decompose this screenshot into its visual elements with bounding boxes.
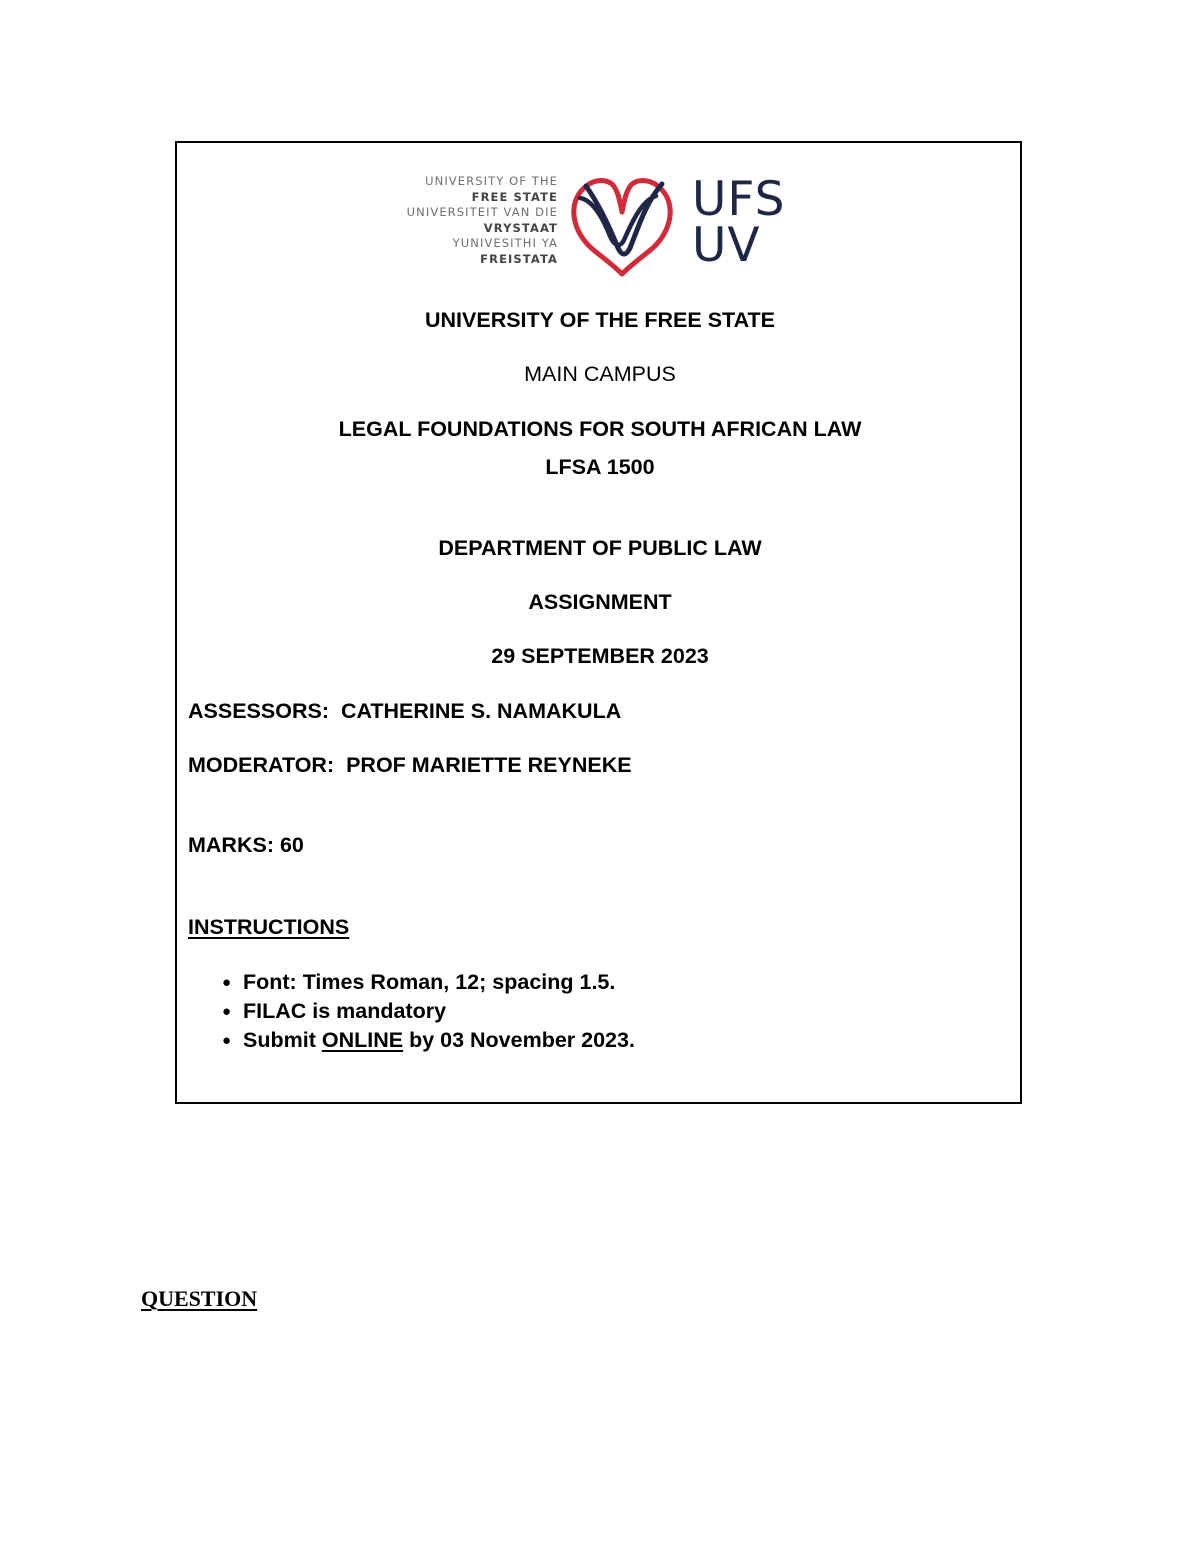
- department-name: DEPARTMENT OF PUBLIC LAW: [438, 536, 762, 560]
- logo-text-line: FREE STATE: [471, 189, 558, 204]
- instructions-list: [222, 968, 635, 1055]
- logo-wordmark-uv: UV: [692, 218, 761, 273]
- logo-text-line: YUNIVESITHI YA: [452, 236, 558, 250]
- moderator-value: PROF MARIETTE REYNEKE: [346, 753, 632, 777]
- logo-text-line: UNIVERSITEIT VAN DIE: [406, 205, 558, 219]
- instruction-submit-prefix: Submit: [243, 1028, 316, 1052]
- assessors-value: CATHERINE S. NAMAKULA: [340, 699, 622, 723]
- assessment-type: ASSIGNMENT: [528, 590, 672, 614]
- moderator-line: [188, 752, 632, 778]
- university-name: UNIVERSITY OF THE FREE STATE: [424, 308, 775, 332]
- question-heading: QUESTION: [141, 1286, 258, 1311]
- logo-university-names: [398, 174, 558, 267]
- bullet-icon: ●: [222, 974, 232, 991]
- logo-text-line: FREISTATA: [480, 251, 558, 266]
- marks-total: MARKS: 60: [188, 833, 304, 857]
- module-title: LEGAL FOUNDATIONS FOR SOUTH AFRICAN LAW: [338, 417, 862, 441]
- ufs-logo: [398, 166, 800, 278]
- bullet-icon: ●: [222, 1003, 232, 1020]
- cover-page-frame: [175, 141, 1022, 1104]
- campus-name: MAIN CAMPUS: [524, 362, 676, 386]
- assessors-label: ASSESSORS:: [188, 699, 329, 723]
- assessment-date: 29 SEPTEMBER 2023: [491, 644, 709, 668]
- module-code: LFSA 1500: [545, 455, 655, 479]
- list-item: [222, 968, 635, 997]
- ufs-heart-emblem-icon: [566, 166, 678, 278]
- instruction-font: Font: Times Roman, 12; spacing 1.5.: [243, 970, 616, 994]
- logo-wordmark-ufs: UFS: [692, 172, 786, 227]
- moderator-label: MODERATOR:: [188, 753, 335, 777]
- instruction-filac: FILAC is mandatory: [243, 999, 447, 1023]
- instruction-submit-deadline: by 03 November 2023.: [409, 1028, 635, 1052]
- list-item: [222, 1026, 635, 1055]
- instruction-submit-online: ONLINE: [321, 1028, 404, 1052]
- logo-text-line: VRYSTAAT: [483, 220, 558, 235]
- bullet-icon: ●: [222, 1032, 232, 1049]
- instructions-heading: INSTRUCTIONS: [188, 915, 350, 939]
- list-item: [222, 997, 635, 1026]
- logo-text-line: UNIVERSITY OF THE: [425, 174, 558, 188]
- assessors-line: [188, 698, 621, 724]
